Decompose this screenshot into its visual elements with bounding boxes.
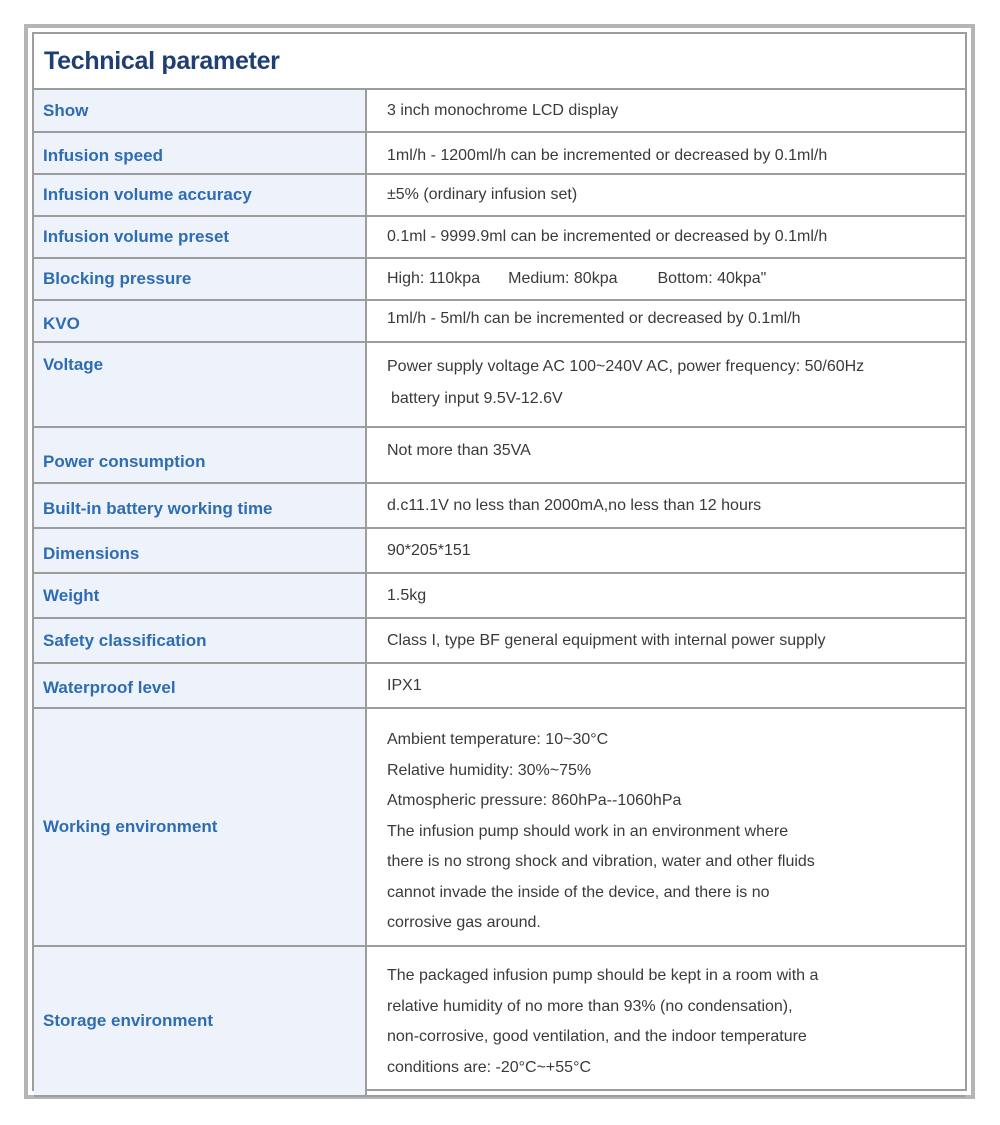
row-value bbox=[366, 174, 965, 216]
row-label: Infusion volume preset bbox=[34, 216, 366, 258]
value-line: IPX1 bbox=[387, 676, 422, 694]
row-value bbox=[366, 618, 965, 663]
value-line: Power supply voltage AC 100~240V AC, power frequency: 50/60Hz bbox=[387, 358, 865, 375]
value-line: battery input 9.5V-12.6V bbox=[391, 390, 563, 407]
value-line: Class I, type BF general equipment with internal power supply bbox=[387, 631, 826, 649]
table-row bbox=[34, 300, 965, 342]
row-label: Blocking pressure bbox=[34, 258, 366, 300]
value-line: conditions are: -20°C~+55°C bbox=[387, 1058, 592, 1076]
value-line: non-corrosive, good ventilation, and the indoor temperature bbox=[387, 1028, 807, 1045]
row-value bbox=[366, 708, 965, 946]
row-value bbox=[366, 663, 965, 708]
row-label: Dimensions bbox=[34, 528, 366, 573]
value-line: 90*205*151 bbox=[387, 541, 471, 559]
value-line: The infusion pump should work in an environment where bbox=[387, 822, 789, 840]
table-row bbox=[34, 216, 965, 258]
table-row bbox=[34, 618, 965, 663]
value-line: 1ml/h - 5ml/h can be incremented or decreased by 0.1ml/h bbox=[387, 310, 801, 327]
row-label: Built-in battery working time bbox=[34, 483, 366, 528]
value-line: 0.1ml - 9999.9ml can be incremented or decreased by 0.1ml/h bbox=[387, 228, 828, 245]
row-label: Infusion speed bbox=[34, 132, 366, 174]
value-line: 1.5kg bbox=[387, 586, 427, 604]
row-value bbox=[366, 300, 965, 342]
row-label: Safety classification bbox=[34, 618, 366, 663]
table-row bbox=[34, 528, 965, 573]
spec-sheet bbox=[32, 32, 967, 1091]
value-line: d.c11.1V no less than 2000mA,no less than 12 hours bbox=[387, 496, 762, 514]
row-label: Infusion volume accuracy bbox=[34, 174, 366, 216]
value-line: The packaged infusion pump should be kept in a room with a bbox=[387, 967, 819, 984]
row-value bbox=[366, 258, 965, 300]
table-row bbox=[34, 342, 965, 427]
value-line: there is no strong shock and vibration, water and other fluids bbox=[387, 853, 815, 870]
value-line: 3 inch monochrome LCD display bbox=[387, 101, 619, 119]
value-line: 1ml/h - 1200ml/h can be incremented or decreased by 0.1ml/h bbox=[387, 147, 828, 164]
value-line: Relative humidity: 30%~75% bbox=[387, 761, 592, 779]
row-value bbox=[366, 216, 965, 258]
row-value bbox=[366, 427, 965, 483]
table-row bbox=[34, 573, 965, 618]
row-label: Weight bbox=[34, 573, 366, 618]
row-value bbox=[366, 946, 965, 1096]
value-bottom: Bottom: 40kpa" bbox=[657, 270, 767, 287]
row-value bbox=[366, 573, 965, 618]
table-row bbox=[34, 663, 965, 708]
table-row bbox=[34, 946, 965, 1096]
row-label: KVO bbox=[34, 300, 366, 342]
row-label: Voltage bbox=[34, 342, 366, 427]
value-line: Not more than 35VA bbox=[387, 442, 531, 459]
table-row bbox=[34, 427, 965, 483]
row-value bbox=[366, 528, 965, 573]
spec-sheet-frame bbox=[24, 24, 975, 1099]
value-line: corrosive gas around. bbox=[387, 914, 541, 931]
row-label: Power consumption bbox=[34, 427, 366, 483]
row-label: Working environment bbox=[34, 708, 366, 946]
value-line: relative humidity of no more than 93% (no condensation), bbox=[387, 997, 793, 1015]
table-row bbox=[34, 258, 965, 300]
row-value bbox=[366, 90, 965, 132]
sheet-title: Technical parameter bbox=[34, 34, 965, 90]
value-line: cannot invade the inside of the device, and there is no bbox=[387, 883, 770, 901]
parameter-table bbox=[34, 90, 965, 1097]
table-row bbox=[34, 90, 965, 132]
table-row bbox=[34, 708, 965, 946]
row-label: Show bbox=[34, 90, 366, 132]
row-label: Waterproof level bbox=[34, 663, 366, 708]
row-label: Storage environment bbox=[34, 946, 366, 1096]
value-line: Ambient temperature: 10~30°C bbox=[387, 731, 609, 748]
value-line: Atmospheric pressure: 860hPa--1060hPa bbox=[387, 792, 682, 809]
row-value bbox=[366, 132, 965, 174]
table-row bbox=[34, 174, 965, 216]
value-high: High: 110kpa bbox=[387, 270, 481, 287]
value-line: ±5% (ordinary infusion set) bbox=[387, 186, 578, 203]
row-value bbox=[366, 483, 965, 528]
row-value bbox=[366, 342, 965, 427]
table-row bbox=[34, 132, 965, 174]
table-row bbox=[34, 483, 965, 528]
value-medium: Medium: 80kpa bbox=[508, 270, 618, 287]
